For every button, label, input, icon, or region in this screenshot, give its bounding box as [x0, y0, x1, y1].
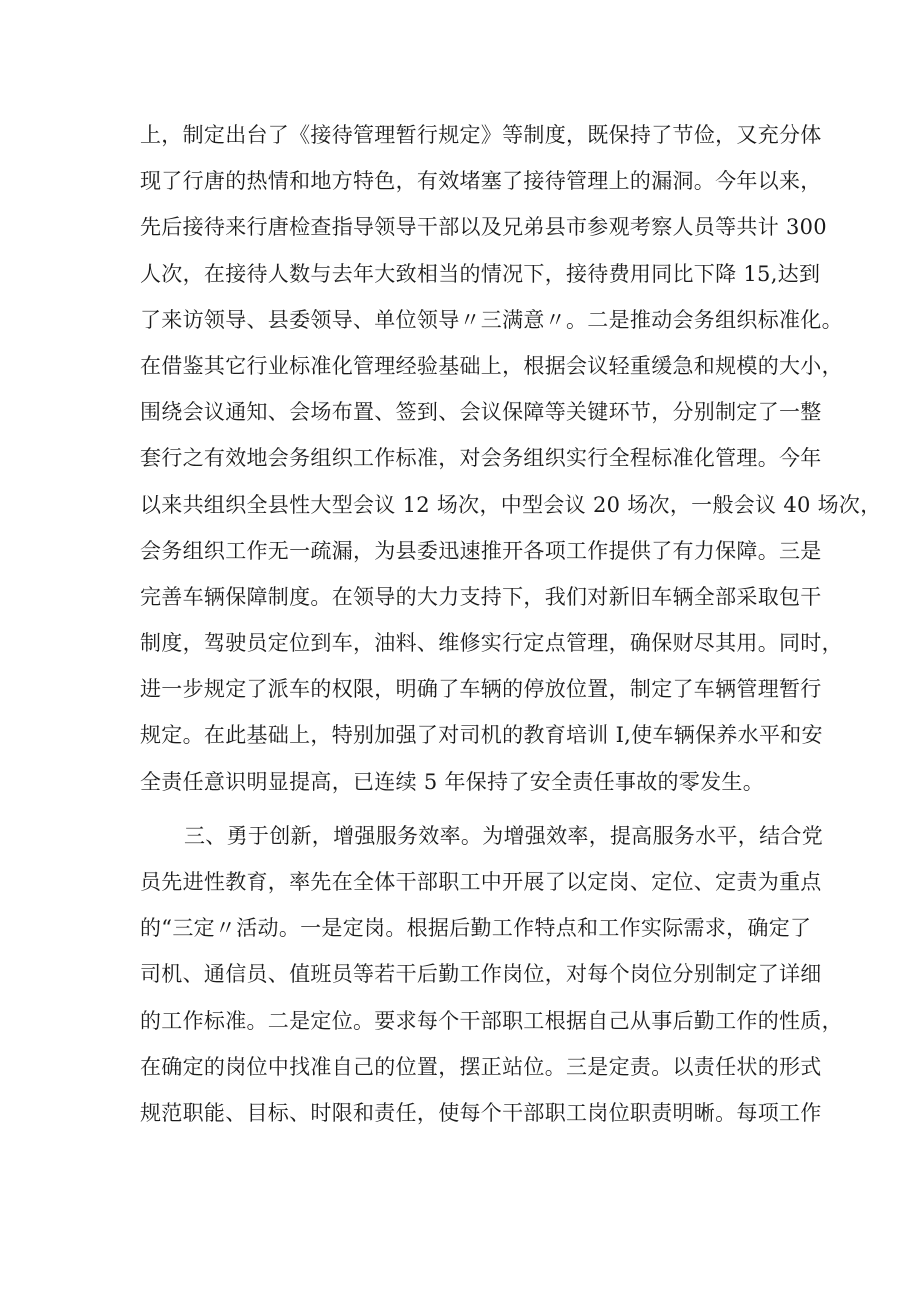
text-line: 三、勇于创新，增强服务效率。为增强效率，提高服务水平，结合党: [184, 823, 823, 848]
paragraph-1: [140, 112, 882, 805]
text-line: 围绕会议通知、会场布置、签到、会议保障等关键环节，分别制定了一整: [140, 400, 822, 425]
text-line: 制度，驾驶员定位到车，油料、维修实行定点管理，确保财尽其用。同时，: [140, 631, 843, 656]
text-line: 会务组织工作无一疏漏，为县委迅速推开各项工作提供了有力保障。三是: [140, 538, 822, 563]
body-text: [140, 112, 882, 1136]
text-line: 上，制定出台了《接待管理暂行规定》等制度，既保持了节俭，又充分体: [140, 123, 822, 147]
text-line: 司机、通信员、值班员等若干后勤工作岗位，对每个岗位分别制定了详细: [140, 962, 822, 987]
paragraph-gap: [140, 805, 804, 813]
text-line: 全责任意识明显提高，已连续 5 年保持了安全责任事故的零发生。: [140, 769, 765, 794]
text-line: 员先进性教育，率先在全体干部职工中开展了以定岗、定位、定责为重点: [140, 870, 822, 894]
text-line: 先后接待来行唐检查指导领导干部以及兄弟县市参观考察人员等共计 300: [140, 215, 827, 240]
text-line: 在借鉴其它行业标准化管理经验基础上，根据会议轻重缓急和规模的大小，: [140, 353, 843, 378]
text-line: 了来访领导、县委领导、单位领导〃三满意〃。二是推动会务组织标准化。: [140, 307, 843, 332]
text-line: 以来共组织全县性大型会议 12 场次，中型会议 20 场次，一般会议 40 场次，: [140, 492, 882, 517]
text-line: 人次，在接待人数与去年大致相当的情况下，接待费用同比下降 15,达到: [140, 261, 821, 286]
text-line: 的“三定〃活动。一是定岗。根据后勤工作特点和工作实际需求，确定了: [140, 916, 812, 941]
paragraph-2: [140, 813, 843, 1136]
text-line: 套行之有效地会务组织工作标准，对会务组织实行全程标准化管理。今年: [140, 446, 822, 471]
text-line: 规范职能、目标、时限和责任，使每个干部职工岗位职责明晰。每项工作: [140, 1100, 822, 1125]
text-line: 在确定的岗位中找准自己的位置，摆正站位。三是定责。以责任状的形式: [140, 1054, 822, 1079]
text-line: 的工作标准。二是定位。要求每个干部职工根据自己从事后勤工作的性质，: [140, 1008, 843, 1033]
text-line: 完善车辆保障制度。在领导的大力支持下，我们对新旧车辆全部采取包干: [140, 584, 822, 609]
text-line: 进一步规定了派车的权限，明确了车辆的停放位置，制定了车辆管理暂行: [140, 677, 822, 702]
text-line: 规定。在此基础上，特别加强了对司机的教育培训 I,使车辆保养水平和安: [140, 723, 823, 748]
text-line: 现了行唐的热情和地方特色，有效堵塞了接待管理上的漏洞。今年以来，: [140, 169, 822, 194]
